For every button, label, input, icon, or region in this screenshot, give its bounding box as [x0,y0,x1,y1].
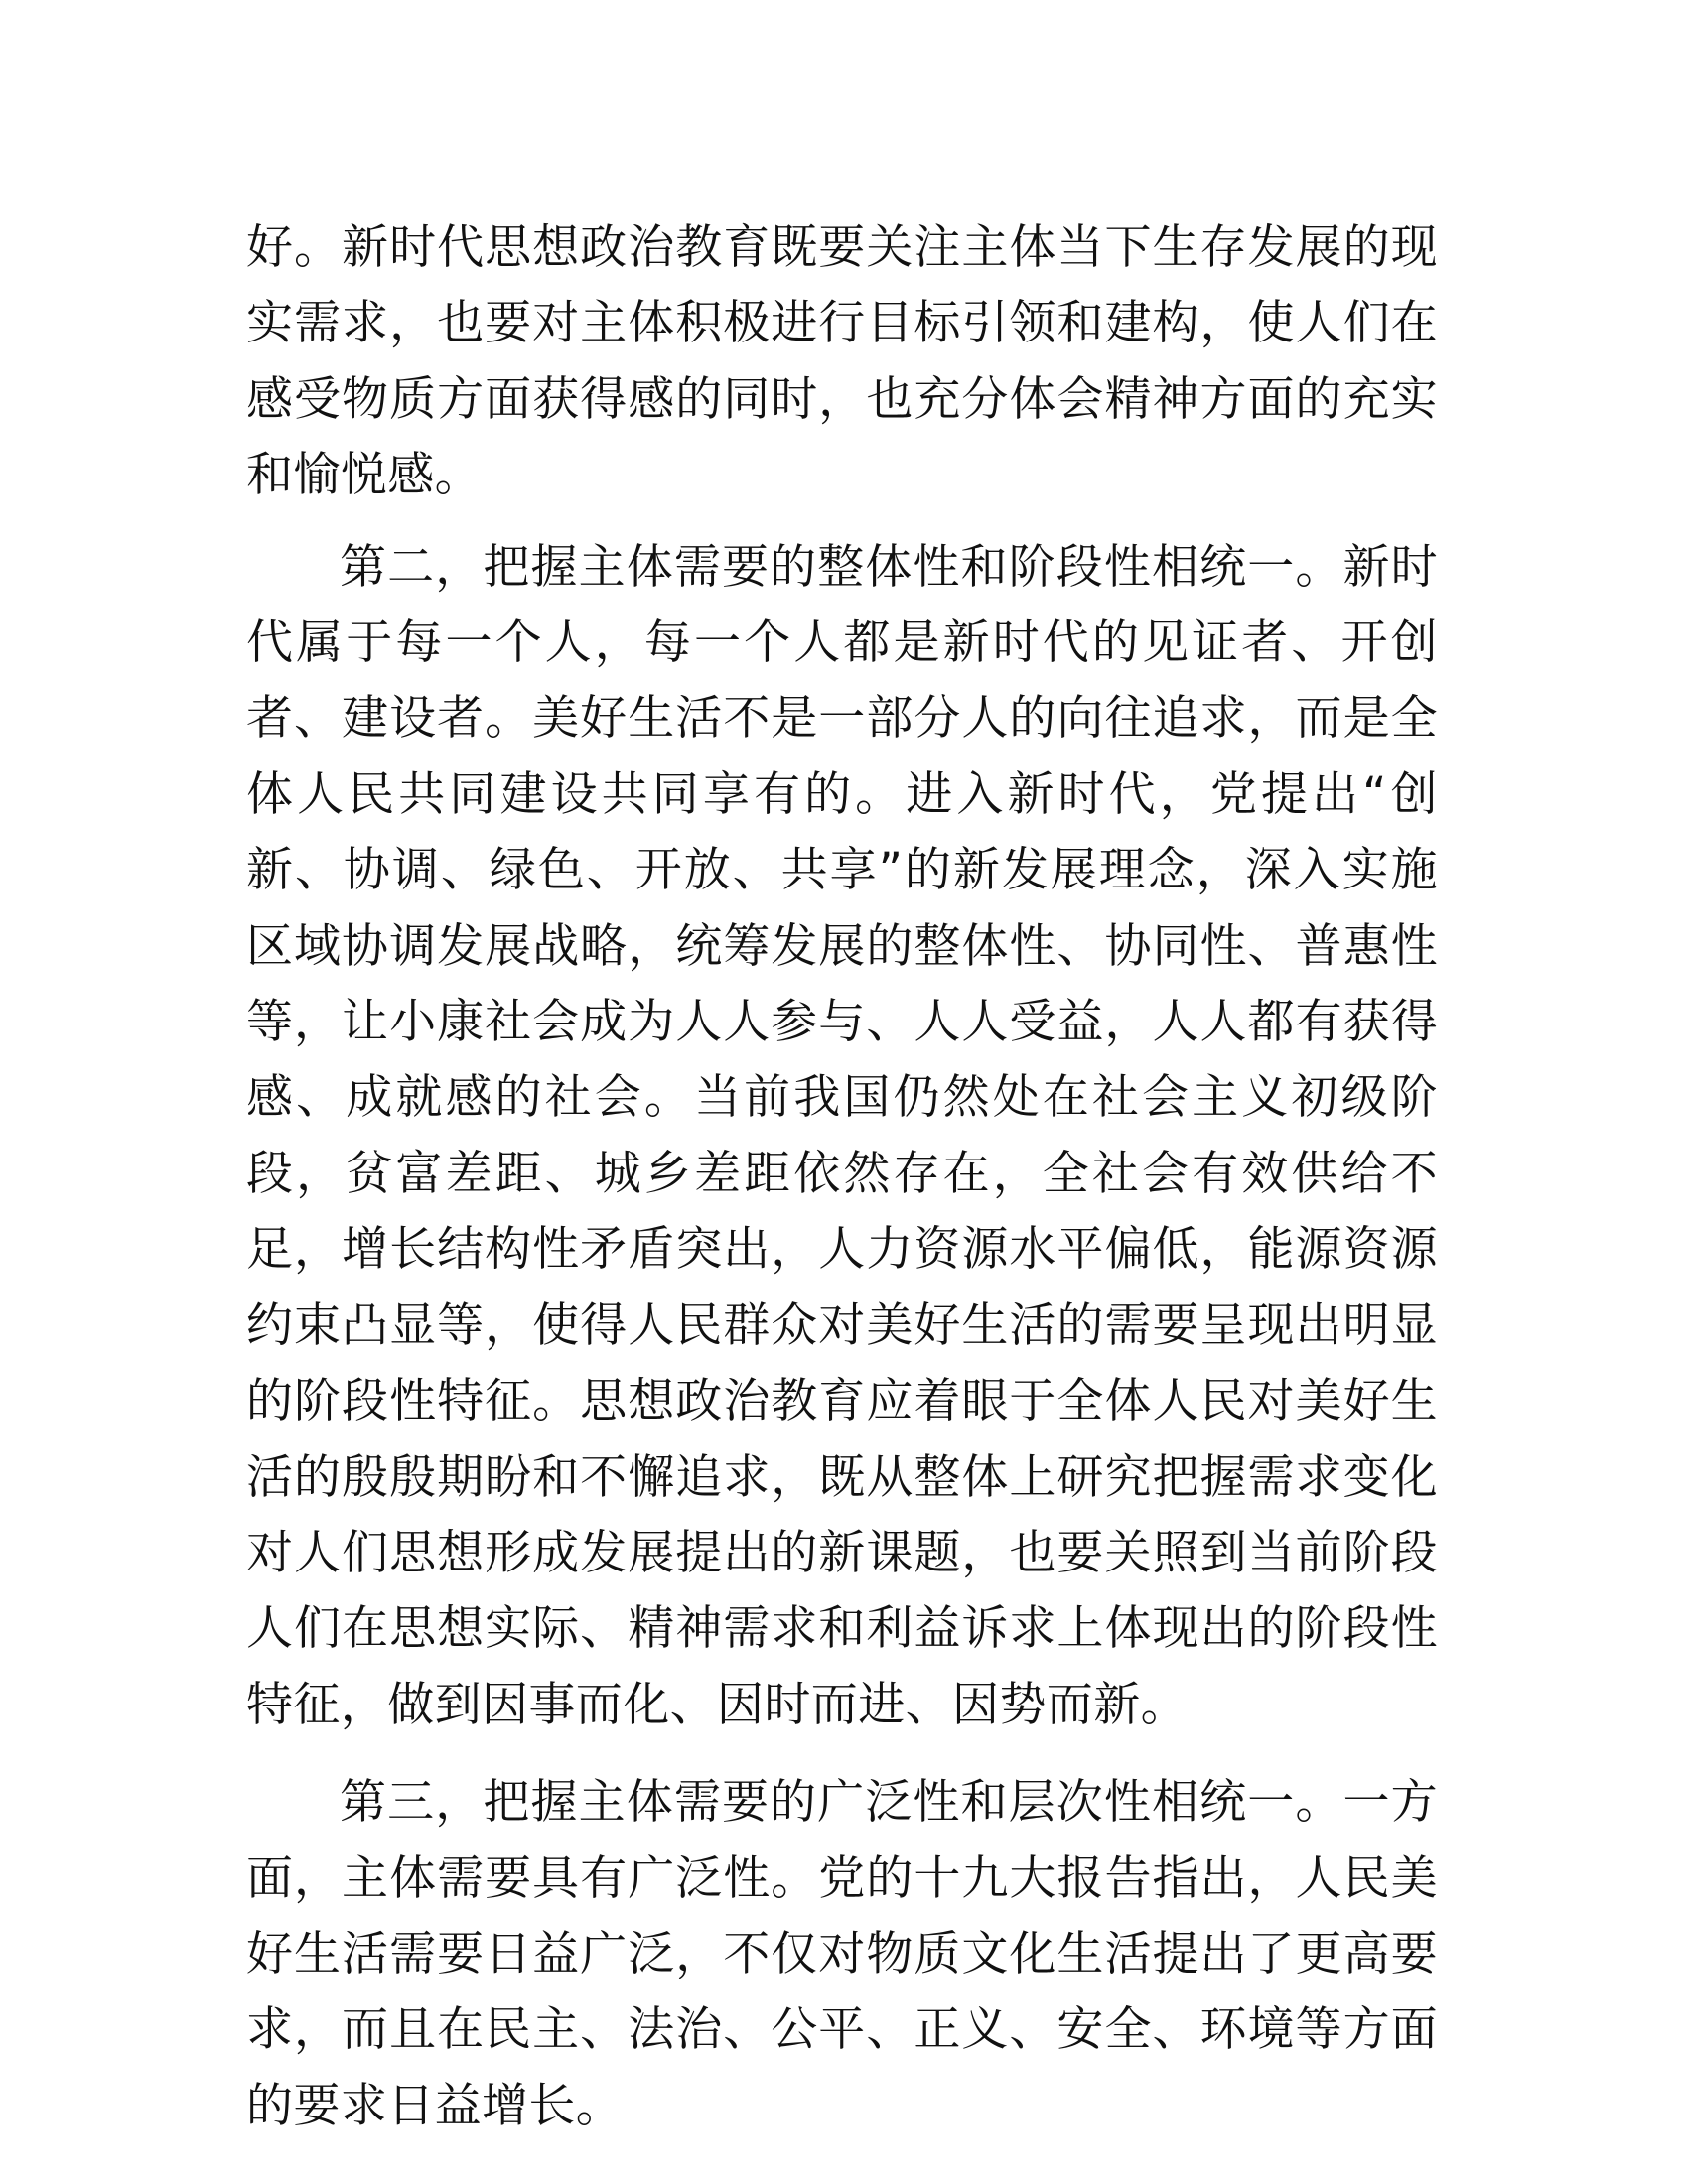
paragraph-continuation: 好。新时代思想政治教育既要关注主体当下生存发展的现实需求，也要对主体积极进行目标引领和建构，使人们在感受物质方面获得感的同时，也充分体会精神方面的充实和愉悦感。 [246,220,1438,503]
document-body [246,210,1438,2144]
paragraph-third-point: 第三，把握主体需要的广泛性和层次性相统一。一方面，主体需要具有广泛性。党的十九大报告指出，人民美好生活需要日益广泛，不仅对物质文化生活提出了更高要求，而且在民主、法治、公平、正义、安全、环境等方面的要求日益增长。 [246,1775,1438,2133]
paragraph-second-point: 第二，把握主体需要的整体性和阶段性相统一。新时代属于每一个人，每一个人都是新时代的见证者、开创者、建设者。美好生活不是一部分人的向往追求，而是全体人民共同建设共同享有的。进入新时代，党提出“创新、协调、绿色、开放、共享”的新发展理念，深入实施区域协调发展战略，统筹发展的整体性、协同性、普惠性等，让小康社会成为人人参与、人人受益，人人都有获得感、成就感的社会。当前我国仍然处在社会主义初级阶段，贫富差距、城乡差距依然存在，全社会有效供给不足，增长结构性矛盾突出，人力资源水平偏低，能源资源约束凸显等，使得人民群众对美好生活的需要呈现出明显的阶段性特征。思想政治教育应着眼于全体人民对美好生活的殷殷期盼和不懈追求，既从整体上研究把握需求变化对人们思想形成发展提出的新课题，也要关照到当前阶段人们在思想实际、精神需求和利益诉求上体现出的阶段性特征，做到因事而化、因时而进、因势而新。 [246,539,1438,1732]
